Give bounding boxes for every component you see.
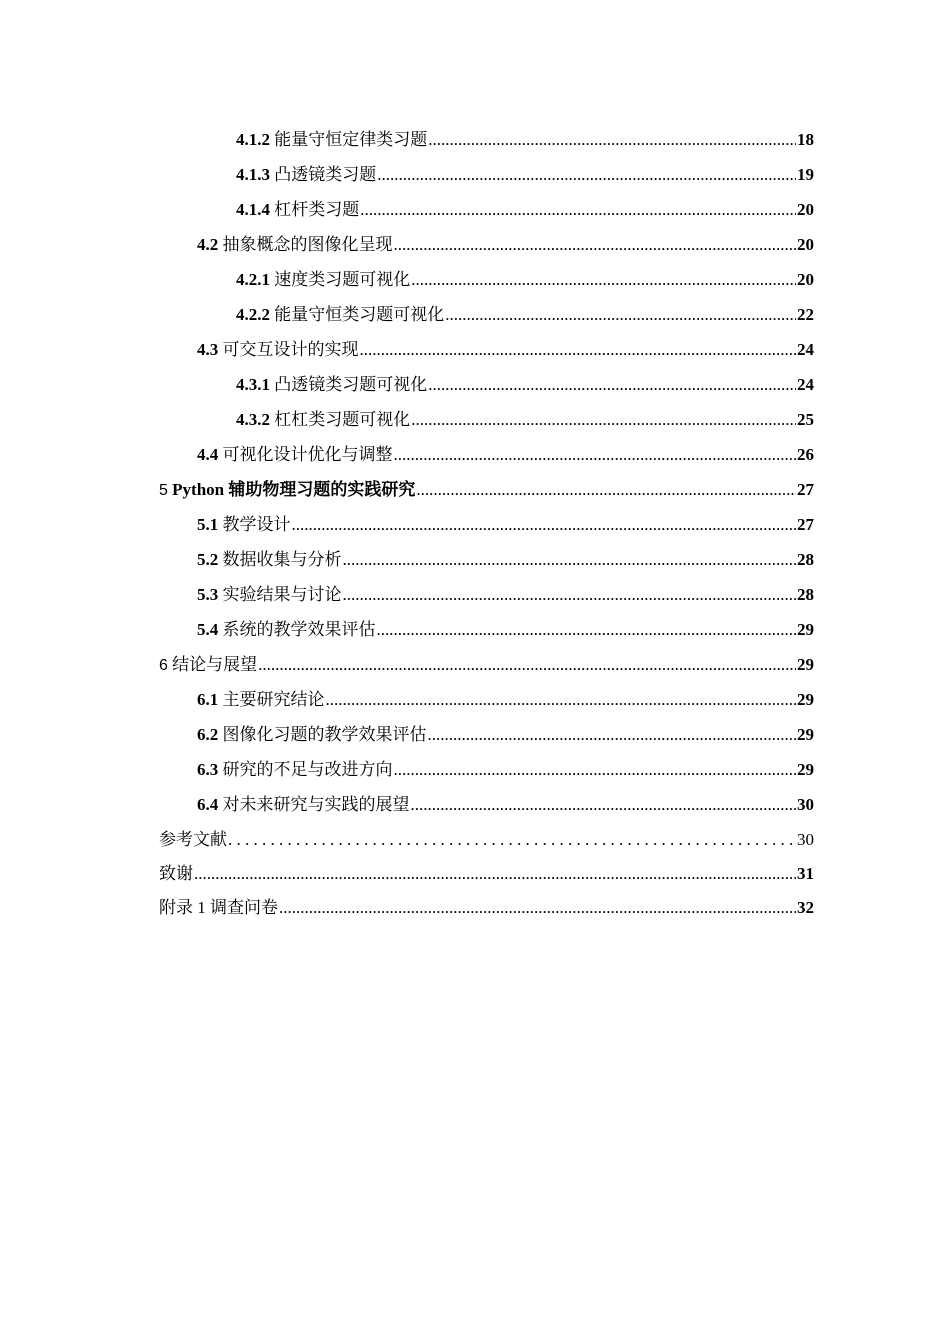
- toc-entry-title: 致谢: [159, 864, 193, 883]
- toc-entry-6-3[interactable]: [159, 752, 814, 787]
- toc-entry-number: 4.2: [197, 235, 219, 254]
- toc-entry-number: 4.3.1: [236, 375, 270, 394]
- toc-entry-4-2[interactable]: [159, 227, 814, 262]
- toc-entry-page: 31: [797, 864, 814, 883]
- toc-entry-title: 数据收集与分析: [222, 550, 342, 569]
- toc-dot-leader: [377, 612, 797, 647]
- toc-entry-title: 凸透镜类习题: [274, 165, 377, 184]
- toc-entry-title: 速度类习题可视化: [274, 270, 411, 289]
- toc-entry-4-4[interactable]: [159, 437, 814, 472]
- toc-entry-number: 4.2.1: [236, 270, 270, 289]
- toc-entry-title: 凸透镜类习题可视化: [274, 375, 428, 394]
- toc-entry-6-1[interactable]: [159, 682, 814, 717]
- toc-entry-page: 24: [797, 340, 814, 359]
- toc-entry-page: 28: [797, 585, 814, 604]
- toc-entry-references[interactable]: [159, 822, 814, 857]
- toc-entry-title: 杠杆类习题: [274, 200, 360, 219]
- toc-entry-acknowledgements[interactable]: [159, 857, 814, 891]
- toc-entry-page: 26: [797, 445, 814, 464]
- toc-entry-title: 主要研究结论: [222, 690, 325, 709]
- toc-entry-5-2[interactable]: [159, 542, 814, 577]
- toc-dot-leader: [258, 647, 796, 682]
- toc-dot-leader: [343, 542, 797, 577]
- toc-entry-4-1-2[interactable]: [159, 122, 814, 157]
- toc-dot-leader: [194, 857, 796, 891]
- toc-entry-number: 4.1.2: [236, 130, 270, 149]
- toc-entry-number: 4.2.2: [236, 305, 270, 324]
- toc-entry-title: 教学设计: [222, 515, 291, 534]
- toc-entry-number: 6.2: [197, 725, 219, 744]
- toc-dot-leader: [445, 297, 796, 332]
- toc-entry-title: 实验结果与讨论: [222, 585, 342, 604]
- toc-entry-5[interactable]: [159, 472, 814, 507]
- toc-entry-page: 19: [797, 165, 814, 184]
- toc-dot-leader: [428, 717, 797, 752]
- toc-entry-appendix-1[interactable]: [159, 891, 814, 925]
- toc-dot-leader: [326, 682, 797, 717]
- toc-entry-title: 可视化设计优化与调整: [222, 445, 393, 464]
- toc-entry-page: 25: [797, 410, 814, 429]
- toc-entry-number: 5.2: [197, 550, 219, 569]
- toc-entry-number: 4.1.4: [236, 200, 270, 219]
- toc-entry-title: 对未来研究与实践的展望: [222, 795, 410, 814]
- toc-entry-title: 可交互设计的实现: [222, 340, 359, 359]
- toc-entry-page: 29: [797, 620, 814, 639]
- toc-dot-leader: [411, 787, 797, 822]
- toc-entry-number: 6: [159, 657, 168, 674]
- toc-entry-title: 研究的不足与改进方向: [222, 760, 393, 779]
- toc-entry-title: 结论与展望: [172, 655, 258, 674]
- toc-entry-4-3[interactable]: [159, 332, 814, 367]
- toc-entry-title: 图像化习题的教学效果评估: [222, 725, 427, 744]
- toc-entry-title: 抽象概念的图像化呈现: [222, 235, 393, 254]
- toc-entry-number: 5.3: [197, 585, 219, 604]
- toc-entry-6-4[interactable]: [159, 787, 814, 822]
- toc-entry-number: 6.4: [197, 795, 219, 814]
- toc-dot-leader: [428, 122, 796, 157]
- toc-dot-leader: [411, 402, 796, 437]
- toc-entry-title: 能量守恒类习题可视化: [274, 305, 445, 324]
- toc-entry-5-3[interactable]: [159, 577, 814, 612]
- toc-dot-leader: [394, 437, 797, 472]
- toc-entry-4-2-1[interactable]: [159, 262, 814, 297]
- toc-entry-number: 4.3.2: [236, 410, 270, 429]
- toc-entry-5-4[interactable]: [159, 612, 814, 647]
- toc-entry-page: 29: [797, 690, 814, 709]
- toc-entry-page: 20: [797, 235, 814, 254]
- toc-entry-page: 29: [797, 725, 814, 744]
- toc-entry-5-1[interactable]: [159, 507, 814, 542]
- toc-dot-leader: [279, 891, 796, 925]
- toc-dot-leader: [343, 577, 797, 612]
- toc-entry-4-1-3[interactable]: [159, 157, 814, 192]
- toc-entry-page: 27: [797, 515, 814, 534]
- toc-entry-number: 4.1.3: [236, 165, 270, 184]
- toc-entry-title: 杠杠类习题可视化: [274, 410, 411, 429]
- toc-dot-leader: [292, 507, 797, 542]
- toc-entry-title: 系统的教学效果评估: [222, 620, 376, 639]
- toc-entry-4-1-4[interactable]: [159, 192, 814, 227]
- toc-dot-leader: [228, 822, 796, 857]
- toc-dot-leader: [428, 367, 796, 402]
- toc-entry-6-2[interactable]: [159, 717, 814, 752]
- toc-entry-page: 20: [797, 270, 814, 289]
- toc-entry-page: 32: [797, 898, 814, 917]
- toc-entry-page: 20: [797, 200, 814, 219]
- toc-dot-leader: [416, 472, 796, 507]
- toc-entry-title: Python 辅助物理习题的实践研究: [172, 480, 416, 499]
- toc-entry-page: 27: [797, 480, 814, 499]
- toc-entry-4-3-1[interactable]: [159, 367, 814, 402]
- toc-entry-6[interactable]: [159, 647, 814, 682]
- toc-entry-page: 28: [797, 550, 814, 569]
- toc-entry-number: 5.4: [197, 620, 219, 639]
- toc-entry-page: 30: [797, 830, 814, 849]
- toc-entry-number: 4.4: [197, 445, 219, 464]
- toc-entry-number: 5.1: [197, 515, 219, 534]
- toc-dot-leader: [377, 157, 796, 192]
- toc-dot-leader: [411, 262, 796, 297]
- table-of-contents: [159, 122, 814, 925]
- toc-entry-title: 附录 1 调查问卷: [159, 898, 278, 917]
- toc-entry-page: 22: [797, 305, 814, 324]
- toc-entry-page: 29: [797, 655, 814, 674]
- toc-entry-number: 6.3: [197, 760, 219, 779]
- toc-entry-title: 能量守恒定律类习题: [274, 130, 428, 149]
- toc-entry-number: 5: [159, 482, 168, 499]
- toc-entry-number: 6.1: [197, 690, 219, 709]
- toc-dot-leader: [360, 332, 797, 367]
- toc-entry-page: 29: [797, 760, 814, 779]
- toc-entry-page: 24: [797, 375, 814, 394]
- toc-entry-number: 4.3: [197, 340, 219, 359]
- toc-dot-leader: [394, 227, 797, 262]
- toc-entry-4-3-2[interactable]: [159, 402, 814, 437]
- toc-dot-leader: [360, 192, 796, 227]
- toc-dot-leader: [394, 752, 797, 787]
- toc-entry-page: 30: [797, 795, 814, 814]
- toc-entry-title: 参考文献: [159, 830, 227, 849]
- toc-entry-page: 18: [797, 130, 814, 149]
- toc-entry-4-2-2[interactable]: [159, 297, 814, 332]
